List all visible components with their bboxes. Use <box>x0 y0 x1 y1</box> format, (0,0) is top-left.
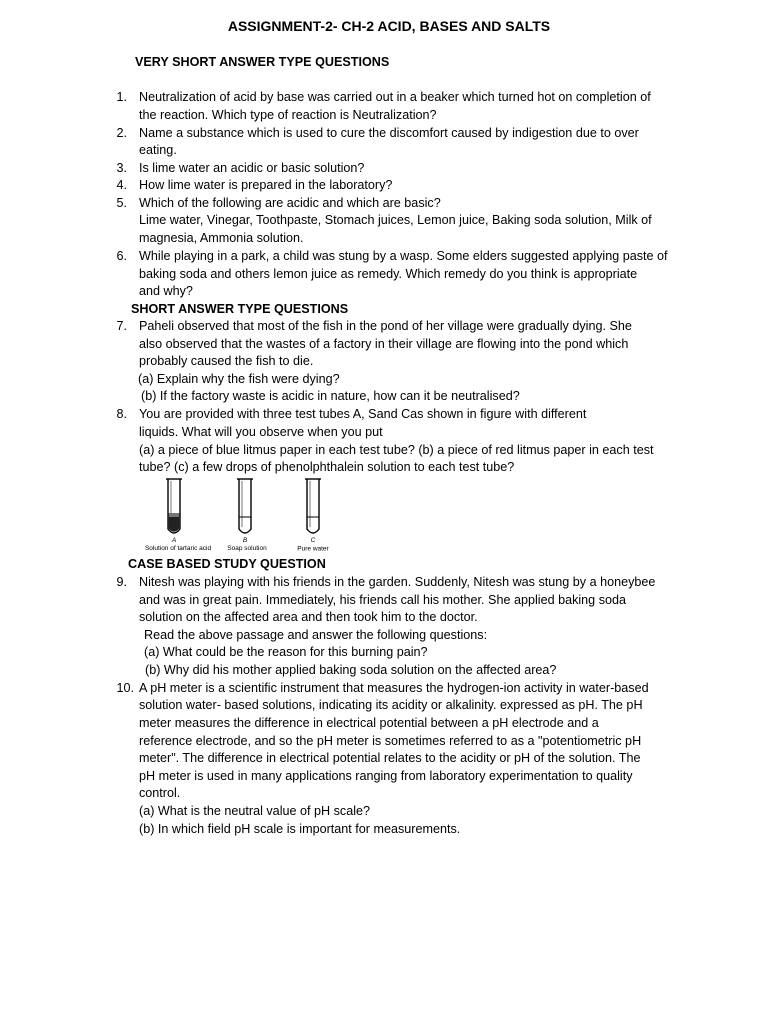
question-2-line-2: eating. <box>139 143 177 157</box>
question-number: 4. <box>116 178 127 192</box>
question-10-part-a: (a) What is the neutral value of pH scale? <box>139 804 370 818</box>
question-10-line-1: A pH meter is a scientific instrument that measures the hydrogen-ion activity in water-based <box>139 681 649 695</box>
question-10-part-b: (b) In which field pH scale is important for measurements. <box>139 822 461 836</box>
tube-b-letter: B <box>242 537 248 544</box>
question-7-line-3: probably caused the fish to die. <box>139 354 314 368</box>
test-tube-b <box>237 479 253 533</box>
tube-b-label: Soap solution <box>227 545 267 552</box>
question-8-line-4: tube? (c) a few drops of phenolphthalein solution to each test tube? <box>139 460 515 474</box>
question-5-line-1: Which of the following are acidic and which are basic? <box>139 196 441 210</box>
test-tubes-figure <box>138 477 338 555</box>
question-9-line-1: Nitesh was playing with his friends in the garden. Suddenly, Nitesh was stung by a honeybee <box>139 575 656 589</box>
question-number: 8. <box>116 407 127 421</box>
test-tube-c <box>305 479 321 533</box>
question-7-part-b: (b) If the factory waste is acidic in nature, how can it be neutralised? <box>141 389 520 403</box>
question-number: 6. <box>116 249 127 263</box>
question-10-line-3: meter measures the difference in electrical potential between a pH electrode and a <box>139 716 599 730</box>
question-4-line-1: How lime water is prepared in the laboratory? <box>139 178 393 192</box>
question-9-line-3: solution on the affected area and then took him to the doctor. <box>139 610 478 624</box>
question-6-line-1: While playing in a park, a child was stung by a wasp. Some elders suggested applying paste of <box>139 249 668 263</box>
question-7-line-2: also observed that the wastes of a factory in their village are flowing into the pond which <box>139 337 629 351</box>
question-number: 9. <box>116 575 127 589</box>
question-1-line-1: Neutralization of acid by base was carried out in a beaker which turned hot on completion of <box>139 90 651 104</box>
question-3-line-1: Is lime water an acidic or basic solution? <box>139 161 365 175</box>
question-10-line-7: control. <box>139 786 181 800</box>
question-number: 2. <box>116 126 127 140</box>
tube-c-letter: C <box>310 537 316 544</box>
question-2-line-1: Name a substance which is used to cure the discomfort caused by indigestion due to over <box>139 126 639 140</box>
section-heading-case: CASE BASED STUDY QUESTION <box>128 557 326 571</box>
question-5-line-3: magnesia, Ammonia solution. <box>139 231 304 245</box>
question-1-line-2: the reaction. Which type of reaction is Neutralization? <box>139 108 437 122</box>
question-number: 7. <box>116 319 127 333</box>
question-8-line-1: You are provided with three test tubes A, Sand Cas shown in figure with different <box>139 407 587 421</box>
question-8-line-2: liquids. What will you observe when you put <box>139 425 383 439</box>
question-10-line-6: pH meter is used in many applications ranging from laboratory experimentation to quality <box>139 769 633 783</box>
question-number: 5. <box>116 196 127 210</box>
test-tube-a <box>166 479 182 533</box>
question-9-part-a: (a) What could be the reason for this burning pain? <box>144 645 428 659</box>
question-6-line-3: and why? <box>139 284 193 298</box>
question-number: 3. <box>116 161 127 175</box>
question-9-part-b: (b) Why did his mother applied baking soda solution on the affected area? <box>145 663 557 677</box>
question-7-line-1: Paheli observed that most of the fish in the pond of her village were gradually dying. She <box>139 319 632 333</box>
question-5-line-2: Lime water, Vinegar, Toothpaste, Stomach juices, Lemon juice, Baking soda solution, Milk of <box>139 213 652 227</box>
question-number: 10. <box>116 681 134 695</box>
page-title: ASSIGNMENT-2- CH-2 ACID, BASES AND SALTS <box>227 18 551 34</box>
section-heading-very-short: VERY SHORT ANSWER TYPE QUESTIONS <box>135 55 390 69</box>
question-number: 1. <box>116 90 127 104</box>
question-9-line-2: and was in great pain. Immediately, his friends call his mother. She applied baking soda <box>139 593 626 607</box>
question-10-line-4: reference electrode, and so the pH meter is sometimes referred to as a "potentiometric pH <box>139 734 642 748</box>
tube-a-letter: A <box>171 537 177 544</box>
question-7-part-a: (a) Explain why the fish were dying? <box>138 372 340 386</box>
question-8-line-3: (a) a piece of blue litmus paper in each test tube? (b) a piece of red litmus paper in each test <box>139 443 654 457</box>
question-10-line-2: solution water- based solutions, indicating its acidity or alkalinity. expressed as pH. The pH <box>139 698 643 712</box>
tube-c-label: Pure water <box>297 545 329 553</box>
section-heading-short: SHORT ANSWER TYPE QUESTIONS <box>131 302 349 316</box>
question-10-line-5: meter". The difference in electrical potential relates to the acidity or pH of the solution. The <box>139 751 641 765</box>
tube-a-label: Solution of tartaric acid <box>144 545 212 552</box>
question-6-line-2: baking soda and others lemon juice as remedy. Which remedy do you think is appropriate <box>139 267 638 281</box>
question-9-line-4: Read the above passage and answer the following questions: <box>144 628 488 642</box>
